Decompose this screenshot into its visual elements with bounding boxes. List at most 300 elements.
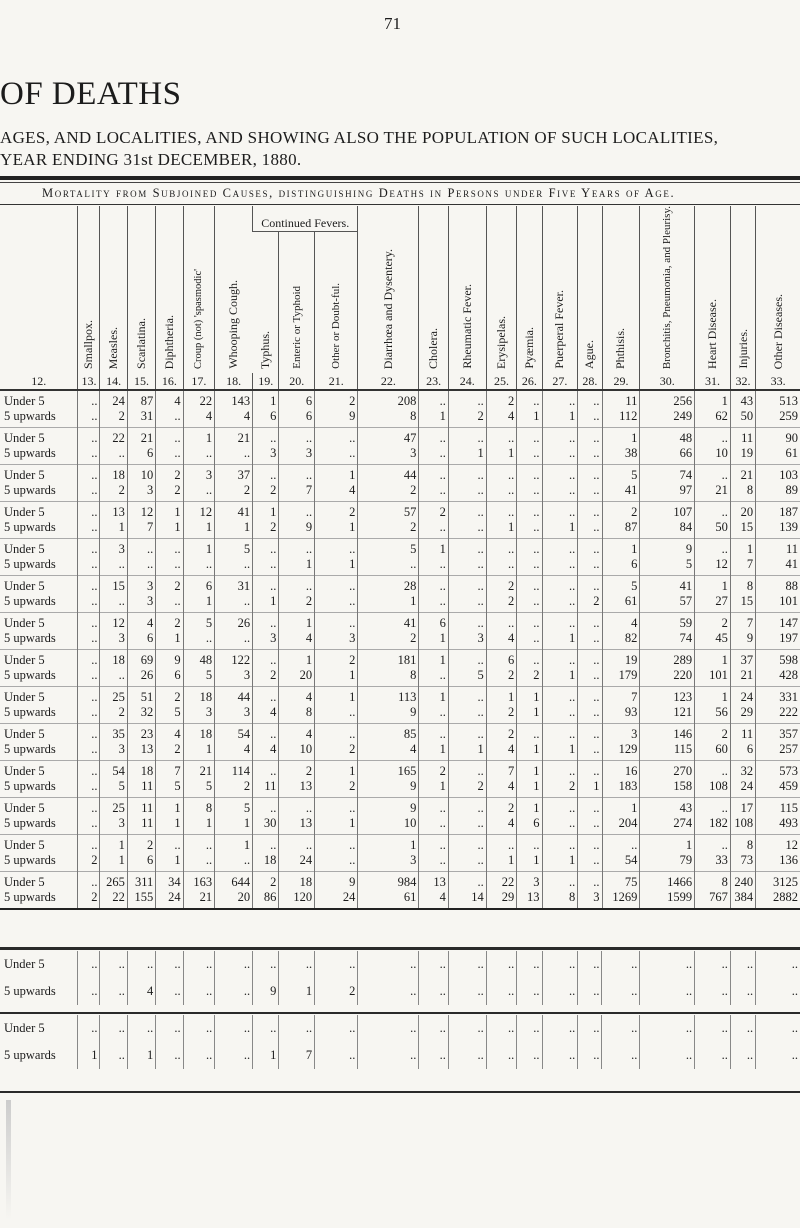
table-cell: 13 — [127, 742, 155, 761]
table-cell: 27 — [695, 594, 731, 613]
table-cell: .. — [419, 428, 448, 447]
col-head-diarrhoea: Diarrhœa and Dysentery. — [358, 206, 419, 373]
row-label: Under 5 — [4, 505, 45, 520]
table-cell: .. — [448, 520, 486, 539]
table-cell: .. — [358, 978, 419, 1005]
table-cell: 8 — [358, 668, 419, 687]
col-num: 20. — [279, 373, 315, 390]
table-cell: 4 — [127, 978, 155, 1005]
table-cell: .. — [486, 539, 517, 558]
table-cell: 2 — [486, 705, 517, 724]
table-cell: 4 — [156, 724, 183, 743]
row-label: Under 5 — [4, 801, 45, 816]
table-cell: 82 — [602, 631, 640, 650]
table-cell: .. — [517, 724, 542, 743]
table-cell: 1 — [183, 428, 215, 447]
table-cell: 257 — [756, 742, 800, 761]
table-cell: 1 — [78, 1042, 100, 1069]
table-cell: 7 — [279, 483, 315, 502]
table-cell: 204 — [602, 816, 640, 835]
table-cell: .. — [578, 390, 602, 409]
table-cell: 101 — [756, 594, 800, 613]
table-cell: .. — [578, 483, 602, 502]
table-cell: .. — [578, 446, 602, 465]
table-cell: 5 — [358, 539, 419, 558]
table-cell: 5 — [215, 798, 253, 817]
table-cell: 44 — [215, 687, 253, 706]
table-cell: .. — [578, 724, 602, 743]
table-cell: 2 — [486, 390, 517, 409]
table-cell: 24 — [100, 390, 127, 409]
row-label: 5 upwards — [4, 816, 56, 831]
table-cell: .. — [78, 539, 100, 558]
table-cell: .. — [419, 705, 448, 724]
table-cell: .. — [78, 650, 100, 669]
table-cell: .. — [215, 594, 253, 613]
table-cell: 1 — [183, 742, 215, 761]
table-cell: 6 — [127, 631, 155, 650]
table-cell: 1 — [183, 594, 215, 613]
table-cell: 3 — [183, 465, 215, 484]
table-cell: 6 — [419, 613, 448, 632]
page-heading: OF DEATHS — [0, 76, 182, 112]
table-cell: 3 — [279, 446, 315, 465]
table-cell: 6 — [279, 409, 315, 428]
table-cell: .. — [486, 557, 517, 576]
table-cell: 61 — [602, 594, 640, 613]
table-row — [0, 798, 800, 817]
table-cell: .. — [183, 978, 215, 1005]
table-cell: 3 — [100, 816, 127, 835]
row-label: Under 5 — [4, 764, 45, 779]
table-cell: 2 — [448, 779, 486, 798]
table-cell: .. — [78, 409, 100, 428]
table-cell: .. — [315, 835, 358, 854]
table-cell: 5 — [100, 779, 127, 798]
table-cell: 18 — [279, 872, 315, 891]
table-cell: .. — [419, 951, 448, 978]
table-cell: .. — [602, 1042, 640, 1069]
table-cell: .. — [279, 428, 315, 447]
table-cell: .. — [78, 835, 100, 854]
table-cell: 1 — [156, 631, 183, 650]
table-cell: 90 — [756, 428, 800, 447]
table-cell: .. — [695, 428, 731, 447]
table-cell: .. — [419, 835, 448, 854]
table-cell: 3125 — [756, 872, 800, 891]
table-cell: 1 — [486, 853, 517, 872]
table-cell: .. — [695, 761, 731, 780]
table-cell: .. — [517, 650, 542, 669]
table-cell: 2 — [578, 594, 602, 613]
table-cell: .. — [640, 951, 695, 978]
table-cell: 23 — [127, 724, 155, 743]
table-cell: 75 — [602, 872, 640, 891]
caption-rule — [0, 204, 800, 205]
table-cell: .. — [542, 872, 578, 891]
table-cell: 1 — [253, 502, 279, 521]
col-num: 21. — [315, 373, 358, 390]
table-cell: 2 — [315, 650, 358, 669]
table-row — [0, 576, 800, 595]
table-cell: 2 — [517, 668, 542, 687]
table-cell: 3 — [127, 483, 155, 502]
table-row — [0, 502, 800, 521]
table-cell: .. — [517, 520, 542, 539]
table-cell: 11 — [756, 539, 800, 558]
table-cell: 12 — [695, 557, 731, 576]
table-caption: Mortality from Subjoined Causes, distinguishing Deaths in Persons under Five Years of Age. — [42, 186, 676, 200]
table-cell: 18 — [100, 465, 127, 484]
table-cell: 3 — [100, 631, 127, 650]
table-cell: .. — [156, 1015, 183, 1042]
table-cell: 4 — [315, 483, 358, 502]
table-cell: .. — [419, 853, 448, 872]
table-cell: 13 — [419, 872, 448, 891]
table-cell: .. — [315, 576, 358, 595]
table-cell: 31 — [127, 409, 155, 428]
table-cell: 1 — [279, 650, 315, 669]
table-cell: 61 — [358, 890, 419, 909]
col-num: 24. — [448, 373, 486, 390]
table-cell: 222 — [756, 705, 800, 724]
table-cell: 3 — [100, 742, 127, 761]
table-cell: .. — [183, 835, 215, 854]
col-head-other-doubtful: Other or Doubt-ful. — [315, 232, 358, 373]
table-cell: 129 — [602, 742, 640, 761]
col-num: 31. — [695, 373, 731, 390]
table-cell: .. — [448, 594, 486, 613]
table-cell: 1 — [253, 1042, 279, 1069]
page-edge-mark — [6, 1100, 11, 1220]
table-cell: 1 — [542, 853, 578, 872]
table-cell: 139 — [756, 520, 800, 539]
table-cell: .. — [315, 428, 358, 447]
table-row — [0, 978, 800, 1005]
top-rule — [0, 176, 800, 180]
col-head-measles: Measles. — [100, 206, 127, 373]
table-cell: 6 — [127, 853, 155, 872]
table-cell: 1 — [448, 742, 486, 761]
subtitle-line-1: AGES, AND LOCALITIES, AND SHOWING ALSO THE POPULATION OF SUCH LOCALITIES, — [0, 128, 719, 147]
table-cell: .. — [100, 557, 127, 576]
table-cell: .. — [78, 668, 100, 687]
table-cell: 1 — [695, 576, 731, 595]
table-cell: .. — [542, 428, 578, 447]
table-cell: 9 — [358, 798, 419, 817]
table-cell: 24 — [315, 890, 358, 909]
table-cell: .. — [156, 557, 183, 576]
table-cell: 19 — [730, 446, 755, 465]
table-cell: 69 — [127, 650, 155, 669]
table-cell: 1 — [517, 687, 542, 706]
table-cell: 459 — [756, 779, 800, 798]
table-cell: .. — [730, 1042, 755, 1069]
table-cell: .. — [183, 853, 215, 872]
table-cell: 22 — [183, 390, 215, 409]
table-cell: 2 — [156, 576, 183, 595]
table-cell: 3 — [127, 594, 155, 613]
table-cell: 158 — [640, 779, 695, 798]
col-num: 23. — [419, 373, 448, 390]
table-cell: 274 — [640, 816, 695, 835]
table-cell: .. — [756, 951, 800, 978]
table-cell: 2 — [253, 668, 279, 687]
table-cell: 598 — [756, 650, 800, 669]
table-cell: .. — [253, 557, 279, 576]
table-cell: 115 — [756, 798, 800, 817]
table-cell: 11 — [730, 428, 755, 447]
mortality-table — [0, 206, 800, 910]
table-cell: .. — [253, 428, 279, 447]
table-cell: .. — [78, 446, 100, 465]
table-row — [0, 890, 800, 909]
table-cell: 1 — [419, 650, 448, 669]
table-cell: 21 — [183, 761, 215, 780]
table-cell: 9 — [358, 779, 419, 798]
table-cell: .. — [517, 1042, 542, 1069]
table-cell: 1 — [486, 687, 517, 706]
table-cell: 121 — [640, 705, 695, 724]
table-cell: 11 — [253, 779, 279, 798]
table-cell: .. — [578, 520, 602, 539]
table-row — [0, 650, 800, 669]
table-cell: .. — [486, 465, 517, 484]
table-cell: 208 — [358, 390, 419, 409]
table-cell: 13 — [279, 779, 315, 798]
table-cell: 17 — [730, 798, 755, 817]
table-cell: 74 — [640, 465, 695, 484]
table-cell: .. — [602, 835, 640, 854]
table-cell: 1 — [517, 798, 542, 817]
table-cell: 25 — [100, 798, 127, 817]
table-cell: .. — [578, 557, 602, 576]
table-cell: 1 — [517, 853, 542, 872]
table-cell: .. — [315, 613, 358, 632]
table-cell: 54 — [215, 724, 253, 743]
table-cell: .. — [517, 594, 542, 613]
table-cell: 1 — [517, 409, 542, 428]
table-cell: 108 — [695, 779, 731, 798]
table-cell: 18 — [100, 650, 127, 669]
table-cell: .. — [448, 761, 486, 780]
table-cell: 3 — [358, 853, 419, 872]
table-cell: .. — [156, 409, 183, 428]
table-cell: 2 — [127, 835, 155, 854]
table-cell: 143 — [215, 390, 253, 409]
table-cell: 2882 — [756, 890, 800, 909]
table-cell: 4 — [486, 742, 517, 761]
table-cell: 1 — [602, 539, 640, 558]
table-cell: 3 — [315, 631, 358, 650]
table-cell: 112 — [602, 409, 640, 428]
supplementary-table-1 — [0, 951, 800, 1005]
table-cell: .. — [517, 951, 542, 978]
table-cell: .. — [183, 1042, 215, 1069]
table-row — [0, 668, 800, 687]
table-cell: 7 — [156, 761, 183, 780]
table-cell: .. — [78, 502, 100, 521]
table-cell: .. — [695, 1015, 731, 1042]
table-row — [0, 705, 800, 724]
col-head-ague: Ague. — [578, 206, 602, 373]
table-cell: .. — [78, 594, 100, 613]
table-cell: 18 — [183, 687, 215, 706]
table-cell: .. — [419, 978, 448, 1005]
table-cell: 2 — [315, 502, 358, 521]
table-cell: 183 — [602, 779, 640, 798]
table-cell: 3 — [578, 890, 602, 909]
row-label: Under 5 — [4, 431, 45, 446]
col-head-typhus: Typhus. — [257, 330, 272, 370]
table-cell: .. — [183, 557, 215, 576]
table-cell: 1 — [279, 978, 315, 1005]
table-cell: 59 — [640, 613, 695, 632]
table-cell: .. — [578, 978, 602, 1005]
table-cell: 331 — [756, 687, 800, 706]
table-cell: .. — [279, 835, 315, 854]
table-cell: 182 — [695, 816, 731, 835]
table-cell: 5 — [183, 668, 215, 687]
table-cell: 22 — [486, 872, 517, 891]
table-cell: 114 — [215, 761, 253, 780]
table-cell: .. — [448, 557, 486, 576]
table-cell: 57 — [358, 502, 419, 521]
row-label: 5 upwards — [4, 705, 56, 720]
table-cell: .. — [315, 724, 358, 743]
table-cell: .. — [419, 576, 448, 595]
table-cell: 4 — [358, 742, 419, 761]
table-cell: 12 — [127, 502, 155, 521]
table-cell: 26 — [127, 668, 155, 687]
table-cell: 2 — [253, 483, 279, 502]
table-cell: 1 — [419, 742, 448, 761]
table-cell: 197 — [756, 631, 800, 650]
table-cell: 120 — [279, 890, 315, 909]
col-num: 22. — [358, 373, 419, 390]
row-label: 5 upwards — [4, 594, 56, 609]
table-cell: 179 — [602, 668, 640, 687]
table-cell: .. — [419, 816, 448, 835]
table-cell: 8 — [183, 798, 215, 817]
table-cell: 66 — [640, 446, 695, 465]
table-cell: .. — [578, 465, 602, 484]
col-num: 16. — [156, 373, 183, 390]
table-cell: .. — [695, 502, 731, 521]
table-cell: .. — [695, 835, 731, 854]
table-cell: 11 — [127, 779, 155, 798]
table-cell: 8 — [542, 890, 578, 909]
table-cell: .. — [448, 724, 486, 743]
table-cell: .. — [315, 1015, 358, 1042]
table-cell: 1 — [215, 835, 253, 854]
col-num: 15. — [127, 373, 155, 390]
table-cell: 2 — [486, 724, 517, 743]
table-cell: 3 — [253, 631, 279, 650]
table-cell: 21 — [730, 668, 755, 687]
table-cell: 41 — [756, 557, 800, 576]
table-cell: .. — [695, 978, 731, 1005]
table-cell: 311 — [127, 872, 155, 891]
table-cell: .. — [419, 724, 448, 743]
table-cell: .. — [315, 951, 358, 978]
table-cell: 1 — [419, 539, 448, 558]
table-cell: .. — [578, 539, 602, 558]
table-cell: 1 — [517, 761, 542, 780]
table-cell: .. — [78, 705, 100, 724]
table-cell: .. — [517, 483, 542, 502]
table-cell: 2 — [695, 613, 731, 632]
table-cell: 12 — [100, 613, 127, 632]
table-cell: .. — [578, 1015, 602, 1042]
table-cell: 20 — [215, 890, 253, 909]
table-cell: 103 — [756, 465, 800, 484]
table-cell: .. — [578, 742, 602, 761]
table-cell: .. — [419, 465, 448, 484]
table-cell: 1 — [419, 687, 448, 706]
table-cell: .. — [78, 576, 100, 595]
table-cell: 513 — [756, 390, 800, 409]
table-cell: .. — [358, 951, 419, 978]
row-label: 5 upwards — [4, 984, 56, 998]
table-cell: 181 — [358, 650, 419, 669]
table-cell: 1 — [730, 539, 755, 558]
col-head-rheumatic-fever: Rheumatic Fever. — [448, 206, 486, 373]
table-cell: .. — [100, 951, 127, 978]
table-cell: 48 — [183, 650, 215, 669]
table-cell: 43 — [640, 798, 695, 817]
table-cell: .. — [542, 446, 578, 465]
table-cell: .. — [253, 650, 279, 669]
table-cell: 2 — [215, 483, 253, 502]
table-cell: 136 — [756, 853, 800, 872]
table-cell: 9 — [279, 520, 315, 539]
table-cell: 2 — [156, 613, 183, 632]
table-cell: 10 — [695, 446, 731, 465]
col-num: 13. — [78, 373, 100, 390]
table-cell: 1 — [419, 631, 448, 650]
table-cell: 43 — [730, 390, 755, 409]
table-cell: .. — [695, 465, 731, 484]
table-cell: .. — [448, 390, 486, 409]
table-cell: .. — [517, 446, 542, 465]
table-cell: 24 — [279, 853, 315, 872]
table-cell: .. — [253, 465, 279, 484]
table-cell: .. — [578, 613, 602, 632]
table-cell: 44 — [358, 465, 419, 484]
col-num: 33. — [756, 373, 800, 390]
table-cell: .. — [253, 687, 279, 706]
table-cell: 41 — [602, 483, 640, 502]
table-cell: .. — [448, 1015, 486, 1042]
table-cell: .. — [486, 835, 517, 854]
row-label: Under 5 — [4, 394, 45, 409]
table-cell: 1 — [315, 557, 358, 576]
table-cell: 2 — [419, 502, 448, 521]
table-cell: 61 — [756, 446, 800, 465]
table-cell: 1 — [315, 668, 358, 687]
table-cell: .. — [542, 594, 578, 613]
table-cell: 573 — [756, 761, 800, 780]
col-head-pyaemia: Pyæmia. — [517, 206, 542, 373]
table-cell: 1599 — [640, 890, 695, 909]
table-cell: 1 — [419, 409, 448, 428]
table-cell: 20 — [279, 668, 315, 687]
row-label: 5 upwards — [4, 520, 56, 535]
table-cell: 5 — [448, 668, 486, 687]
table-cell: 1 — [542, 631, 578, 650]
table-cell: .. — [358, 1015, 419, 1042]
